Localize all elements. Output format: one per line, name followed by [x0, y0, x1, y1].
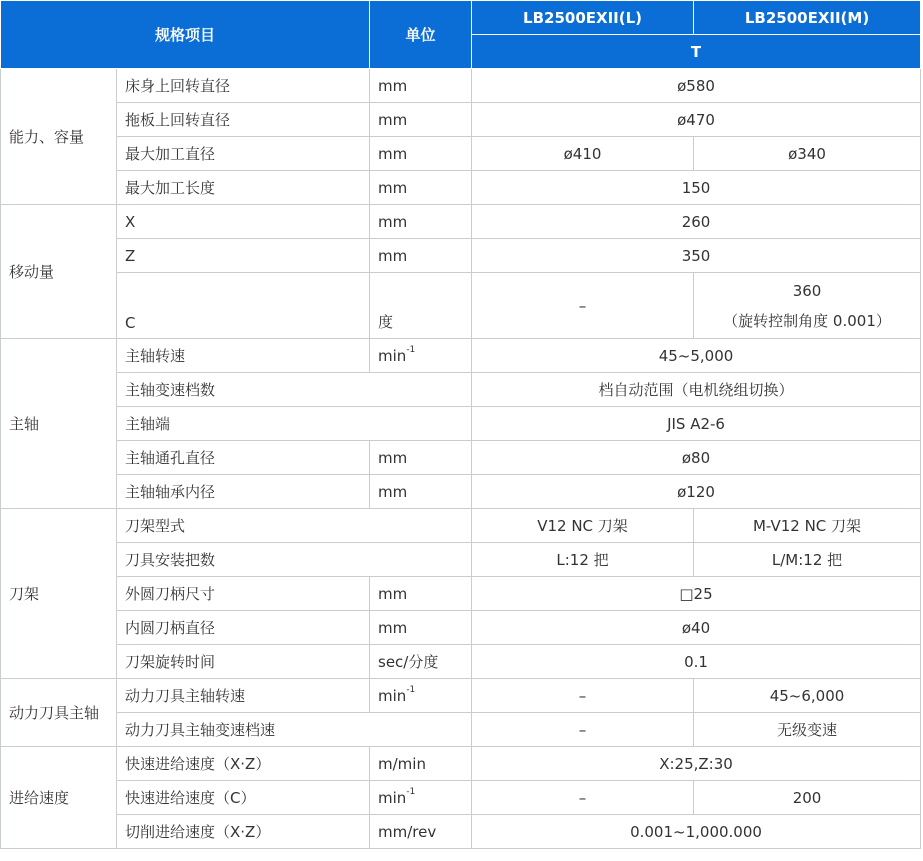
table-row [1, 103, 921, 137]
row-value-m: ø340 [694, 137, 921, 171]
row-label: 刀架型式 [117, 509, 472, 543]
row-unit: mm [370, 611, 472, 645]
table-header [1, 1, 921, 69]
row-value: □25 [472, 577, 921, 611]
header-unit: 单位 [370, 1, 472, 69]
table-row [1, 815, 921, 849]
category-spindle: 主轴 [1, 339, 117, 509]
unit-superscript: -1 [406, 684, 416, 695]
row-value: ø80 [472, 441, 921, 475]
row-value: ø120 [472, 475, 921, 509]
row-value: ø40 [472, 611, 921, 645]
row-label: 主轴轴承内径 [117, 475, 370, 509]
row-value: 350 [472, 239, 921, 273]
header-model-m: LB2500EXII(M) [694, 1, 921, 35]
row-unit: mm [370, 103, 472, 137]
row-label: 主轴变速档数 [117, 373, 472, 407]
row-unit: mm [370, 137, 472, 171]
row-unit: mm [370, 577, 472, 611]
row-label: X [117, 205, 370, 239]
table-row [1, 611, 921, 645]
unit-base: min [378, 788, 407, 807]
table-row [1, 509, 921, 543]
row-value: ø580 [472, 69, 921, 103]
row-value-m: 无级变速 [694, 713, 921, 747]
unit-base: min [378, 346, 407, 365]
row-unit: mm [370, 441, 472, 475]
unit-superscript: -1 [406, 786, 416, 797]
row-unit [370, 679, 472, 713]
row-label: 最大加工直径 [117, 137, 370, 171]
table-row [1, 407, 921, 441]
table-row [1, 713, 921, 747]
row-label: 快速进给速度（X·Z） [117, 747, 370, 781]
row-value: JIS A2-6 [472, 407, 921, 441]
table-row [1, 69, 921, 103]
row-unit: mm/rev [370, 815, 472, 849]
category-capacity: 能力、容量 [1, 69, 117, 205]
row-label: 床身上回转直径 [117, 69, 370, 103]
table-row [1, 543, 921, 577]
row-value-m: L/M:12 把 [694, 543, 921, 577]
row-value: 0.1 [472, 645, 921, 679]
row-label: 动力刀具主轴变速档速 [117, 713, 472, 747]
row-unit [370, 781, 472, 815]
table-row [1, 577, 921, 611]
row-label: 刀架旋转时间 [117, 645, 370, 679]
table-row [1, 339, 921, 373]
row-value-m: 200 [694, 781, 921, 815]
table-row [1, 171, 921, 205]
row-value: 150 [472, 171, 921, 205]
row-label: 外圆刀柄尺寸 [117, 577, 370, 611]
category-feed: 进给速度 [1, 747, 117, 849]
row-value-l: – [472, 713, 694, 747]
row-value: X:25,Z:30 [472, 747, 921, 781]
row-value-m: M-V12 NC 刀架 [694, 509, 921, 543]
value-line: 360 [792, 281, 822, 300]
row-unit: sec/分度 [370, 645, 472, 679]
category-travel: 移动量 [1, 205, 117, 339]
table-row [1, 239, 921, 273]
table-row [1, 679, 921, 713]
table-row [1, 645, 921, 679]
value-line: （旋转控制角度 0.001） [723, 311, 891, 330]
table-row [1, 205, 921, 239]
row-value-l: L:12 把 [472, 543, 694, 577]
row-unit: m/min [370, 747, 472, 781]
row-label: C [117, 273, 370, 339]
category-live-tool: 动力刀具主轴 [1, 679, 117, 747]
row-unit: mm [370, 239, 472, 273]
row-label: 最大加工长度 [117, 171, 370, 205]
row-unit: 度 [370, 273, 472, 339]
row-value: 档自动范围（电机绕组切换） [472, 373, 921, 407]
row-unit: mm [370, 171, 472, 205]
table-row [1, 747, 921, 781]
row-label: 刀具安装把数 [117, 543, 472, 577]
table-row [1, 373, 921, 407]
row-unit: mm [370, 205, 472, 239]
table-row [1, 137, 921, 171]
row-value: 260 [472, 205, 921, 239]
table-row [1, 781, 921, 815]
row-label: 主轴通孔直径 [117, 441, 370, 475]
row-unit: mm [370, 475, 472, 509]
row-label: 动力刀具主轴转速 [117, 679, 370, 713]
row-label: 拖板上回转直径 [117, 103, 370, 137]
row-unit [370, 339, 472, 373]
header-model-l: LB2500EXII(L) [472, 1, 694, 35]
row-label: Z [117, 239, 370, 273]
row-label: 切削进给速度（X·Z） [117, 815, 370, 849]
row-value-l: ø410 [472, 137, 694, 171]
row-value-l: – [472, 273, 694, 339]
row-value: 0.001~1,000.000 [472, 815, 921, 849]
row-value-l: – [472, 679, 694, 713]
table-row [1, 475, 921, 509]
row-label: 快速进给速度（C） [117, 781, 370, 815]
unit-base: min [378, 686, 407, 705]
row-value: ø470 [472, 103, 921, 137]
row-value-l: – [472, 781, 694, 815]
unit-superscript: -1 [406, 344, 416, 355]
row-label: 内圆刀柄直径 [117, 611, 370, 645]
table-row [1, 441, 921, 475]
row-label: 主轴转速 [117, 339, 370, 373]
header-spec-item: 规格项目 [1, 1, 370, 69]
row-unit: mm [370, 69, 472, 103]
category-turret: 刀架 [1, 509, 117, 679]
row-label: 主轴端 [117, 407, 472, 441]
row-value-m [694, 273, 921, 339]
row-value-m: 45~6,000 [694, 679, 921, 713]
header-type: T [472, 35, 921, 69]
row-value-l: V12 NC 刀架 [472, 509, 694, 543]
table-row [1, 273, 921, 339]
row-value: 45~5,000 [472, 339, 921, 373]
